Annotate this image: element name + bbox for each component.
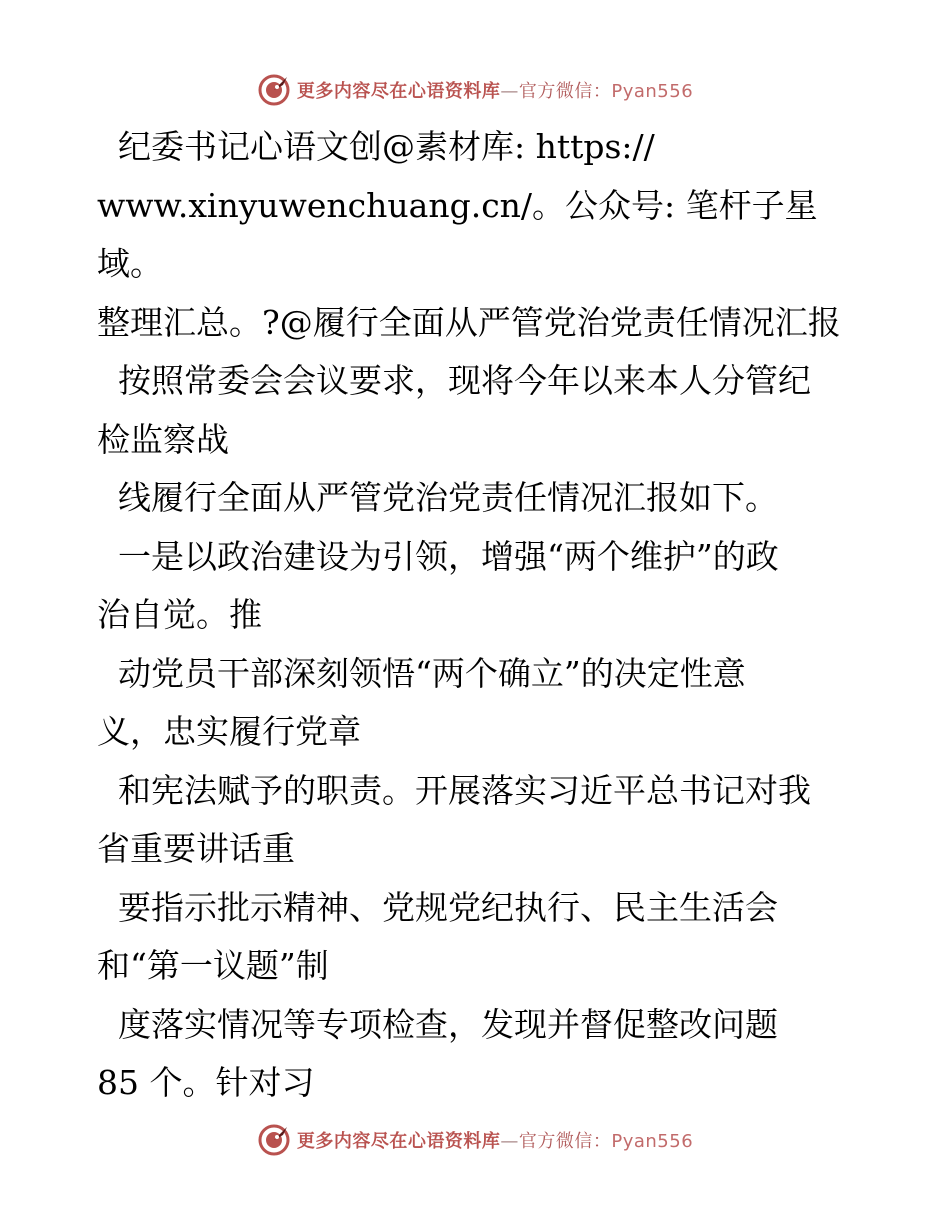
- banner-wechat-label: 官方微信：: [518, 81, 612, 102]
- footer-banner: [0, 1120, 950, 1160]
- text-line: 纪委书记心语文创@素材库: https://: [97, 127, 655, 166]
- text-line: 一是以政治建设为引领，增强“两个维护”的政: [97, 536, 779, 576]
- text-line: 和宪法赋予的职责。开展落实习近平总书记对我: [97, 770, 811, 810]
- text-line: 整理汇总。?@履行全面从严管党治党责任情况汇报: [97, 302, 841, 342]
- banner-separator: —: [500, 81, 519, 102]
- text-line: 85 个。针对习: [97, 1063, 315, 1102]
- text-line: 要指示批示精神、党规党纪执行、民主生活会: [97, 887, 778, 927]
- text-line: 线履行全面从严管党治党责任情况汇报如下。: [97, 478, 778, 517]
- text-line: 按照常委会会议要求，现将今年以来本人分管纪: [97, 361, 811, 400]
- text-line: 度落实情况等专项检查，发现并督促整改问题: [97, 1004, 778, 1044]
- pen-nib-logo-icon: [257, 73, 291, 107]
- text-line: 义，忠实履行党章: [97, 712, 361, 751]
- banner-wechat-label: 官方微信：: [518, 1131, 612, 1152]
- text-line: 动党员干部深刻领悟“两个确立”的决定性意: [97, 653, 746, 693]
- header-banner: [0, 70, 950, 110]
- text-line: 和“第一议题”制: [97, 946, 329, 985]
- text-line: 治自觉。推: [97, 595, 262, 634]
- banner-title: 更多内容尽在心语资料库: [296, 1131, 501, 1152]
- banner-title: 更多内容尽在心语资料库: [296, 81, 501, 102]
- text-line: 检监察战: [97, 419, 229, 459]
- pen-nib-logo-icon: [257, 1123, 291, 1157]
- text-line: www.xinyuwenchuang.cn/。公众号: 笔杆子星域。: [97, 185, 818, 283]
- banner-wechat-id: Pyan556: [611, 1131, 694, 1152]
- banner-wechat-id: Pyan556: [611, 81, 694, 102]
- document-body: [97, 118, 857, 1113]
- text-line: 省重要讲话重: [97, 829, 295, 868]
- banner-separator: —: [500, 1131, 519, 1152]
